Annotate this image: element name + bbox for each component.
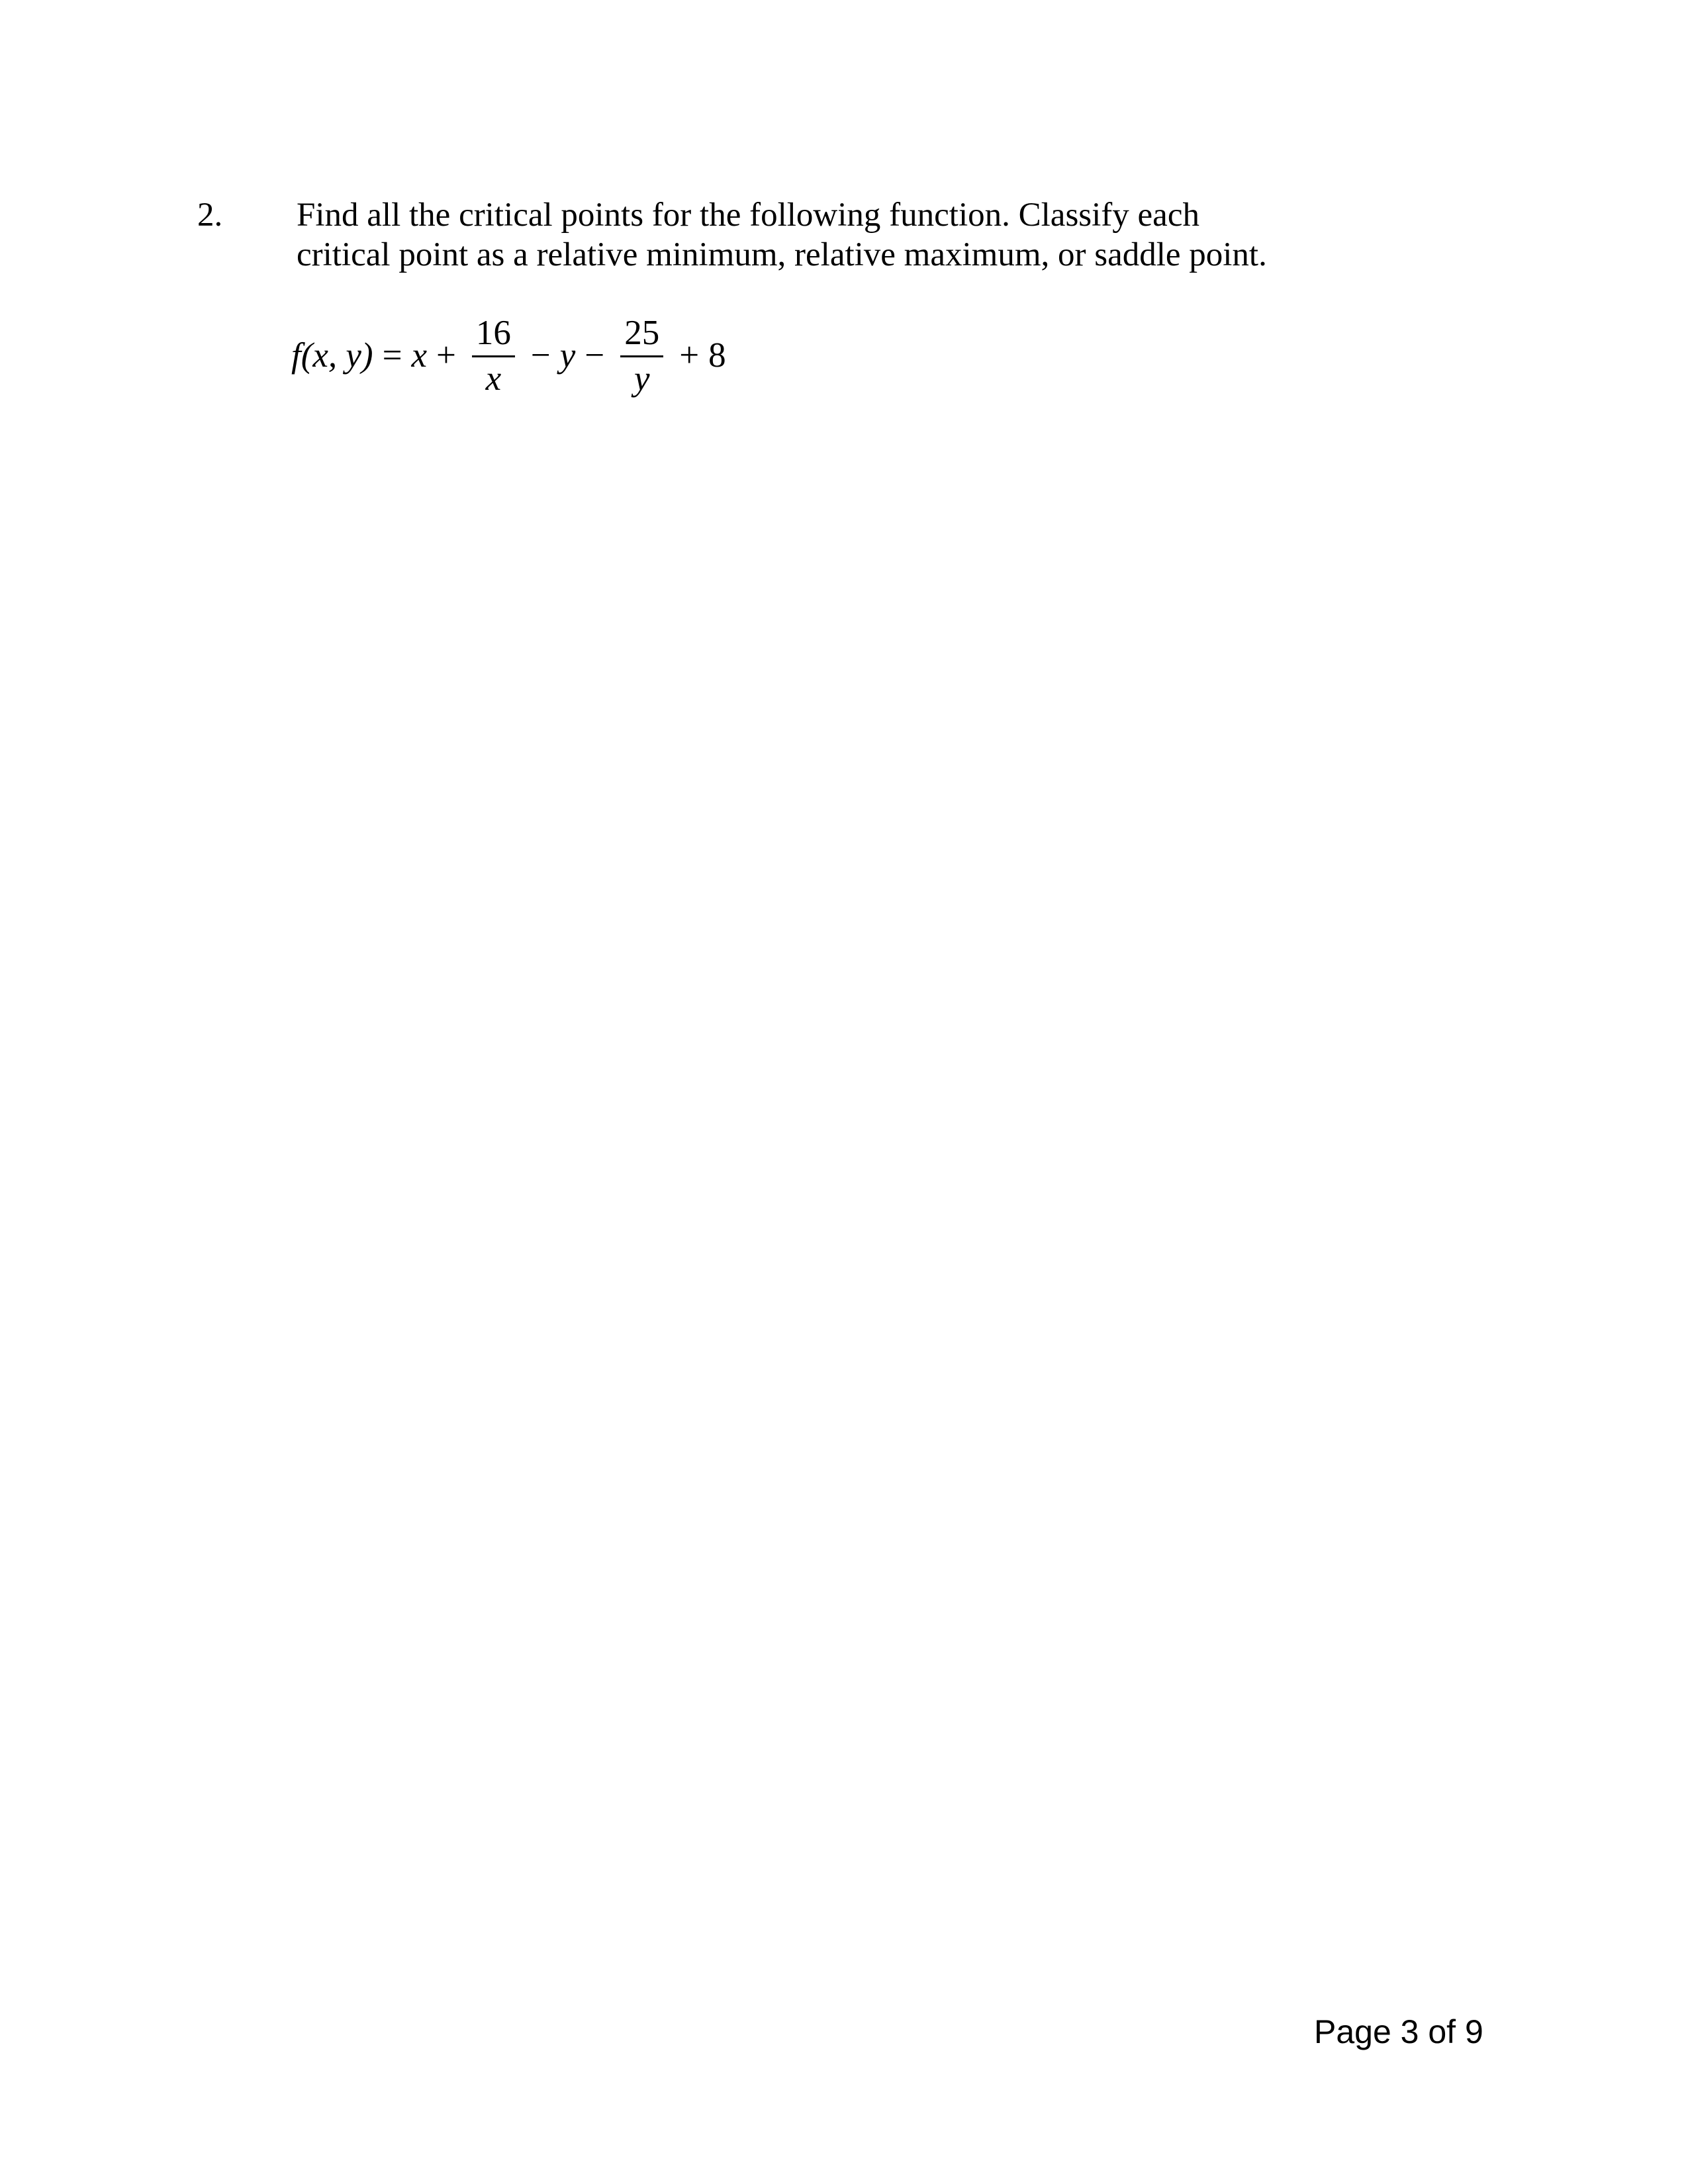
fraction-2-numerator: 25: [620, 316, 663, 357]
formula-plus-1: +: [436, 336, 456, 375]
formula-term-x: x: [411, 336, 427, 375]
fraction-25-over-y: [620, 313, 663, 398]
problem-line-1: Find all the critical points for the following function. Classify each: [297, 197, 1199, 234]
fraction-1-denominator: x: [485, 359, 502, 398]
formula-plus-2: +: [679, 336, 700, 375]
fraction-1-numerator: 16: [472, 316, 515, 357]
formula-minus-2: −: [585, 336, 605, 375]
formula-minus-1: −: [530, 336, 551, 375]
problem-line-2: critical point as a relative minimum, relative maximum, or saddle point.: [297, 236, 1267, 273]
formula-lhs: f(x, y): [291, 336, 373, 375]
page-number-footer: Page 3 of 9: [1314, 2013, 1483, 2050]
problem-number: 2.: [197, 197, 223, 234]
formula-constant: 8: [708, 336, 726, 375]
fraction-2-denominator: y: [633, 359, 650, 398]
function-formula: [291, 306, 726, 405]
formula-term-y: y: [559, 336, 576, 375]
formula-equals: =: [382, 336, 402, 375]
problem-statement: [297, 195, 1356, 275]
fraction-16-over-x: [472, 313, 515, 398]
